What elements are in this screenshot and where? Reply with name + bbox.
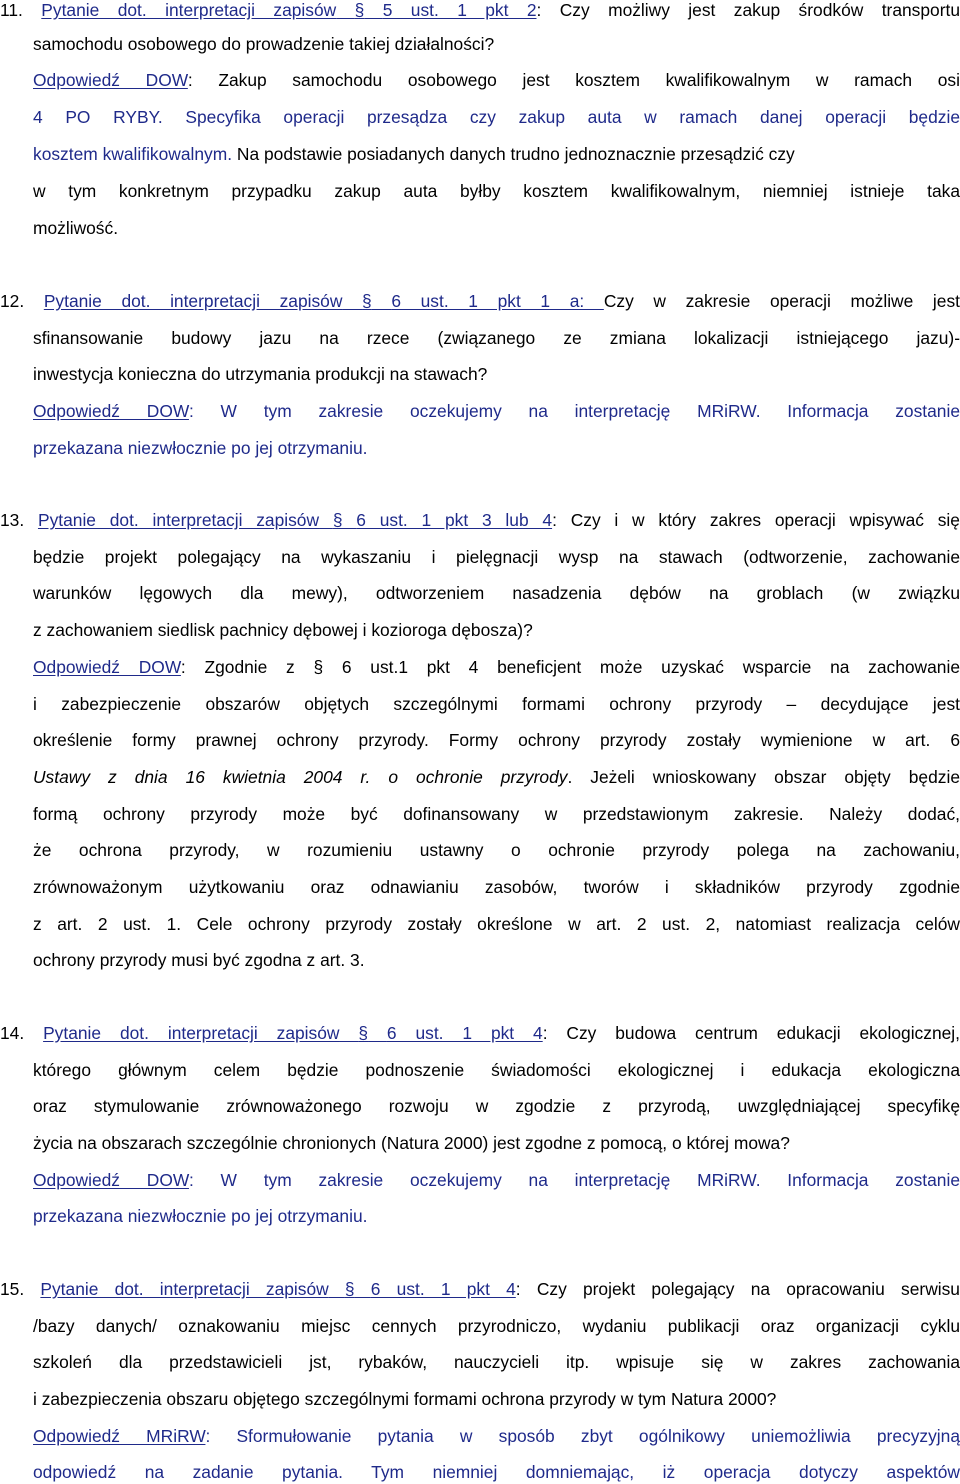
answer-line: Odpowiedź MRiRW: Sformułowanie pytania w sposób zbyt ogólnikowy uniemożliwia precyzyjną (33, 1426, 960, 1446)
question-text: : Czy budowa centrum edukacji ekologicznej, (542, 1023, 960, 1043)
item-number: 13. (0, 510, 25, 530)
item-number: 14. (0, 1023, 25, 1043)
question-text: sfinansowanie budowy jazu na rzece (związanego ze zmiana lokalizacji istniejącego jazu)- (33, 328, 960, 348)
item-13-header (0, 508, 960, 532)
question-text: Czy w zakresie operacji możliwe jest (603, 291, 960, 311)
question-reference: Pytanie dot. interpretacji zapisów § 6 ust. 1 pkt 4 (43, 1023, 543, 1043)
question-reference: Pytanie dot. interpretacji zapisów § 6 ust. 1 pkt 4 (40, 1279, 516, 1299)
answer-line: Odpowiedź DOW: W tym zakresie oczekujemy na interpretację MRiRW. Informacja zostanie (33, 401, 960, 421)
answer-line: i zabezpieczenie obszarów objętych szczególnymi formami ochrony przyrody – decydujące jest (33, 694, 960, 714)
item-number: 11. (0, 0, 23, 20)
question-text: inwestycja konieczna do utrzymania produkcji na stawach? (33, 364, 488, 384)
answer-line: że ochrona przyrody, w rozumieniu ustawny o ochronie przyrody polega na zachowaniu, (33, 840, 960, 860)
answer-line: zrównoważonym użytkowaniu oraz odnawianiu zasobów, tworów i składników przyrody zgodnie (33, 877, 960, 897)
item-15-header (0, 1277, 960, 1301)
question-text: i zabezpieczenia obszaru objętego szczególnymi formami ochrona przyrody w tym Natura 2000? (33, 1389, 777, 1409)
answer-label: Odpowiedź DOW (33, 70, 188, 90)
answer-line: kosztem kwalifikowalnym. Na podstawie posiadanych danych trudno jednoznacznie przesądzić czy (33, 144, 795, 164)
question-text: z zachowaniem siedlisk pachnicy dębowej i kozioroga dębosza)? (33, 620, 533, 640)
answer-line: formą ochrony przyrody może być dofinansowany w przedstawionym zakresie. Należy dodać, (33, 804, 960, 824)
answer-line: określenie formy prawnej ochrony przyrody. Formy ochrony przyrody zostały wymienione w art. 6 (33, 730, 960, 750)
answer-line: odpowiedź na zadanie pytania. Tym niemniej domniemając, iż operacja dotyczy aspektów (33, 1462, 960, 1482)
item-14-header (0, 1021, 960, 1045)
question-text: którego głównym celem będzie podnoszenie świadomości ekologicznej i edukacja ekologiczna (33, 1060, 960, 1080)
question-text: : Czy i w który zakres operacji wpisywać się (552, 510, 960, 530)
answer-line: Odpowiedź DOW: Zakup samochodu osobowego jest kosztem kwalifikowalnym w ramach osi (33, 70, 960, 90)
question-text: oraz stymulowanie zrównoważonego rozwoju w zgodzie z przyrodą, uwzględniającej specyfikę (33, 1096, 960, 1116)
question-text: warunków lęgowych dla mewy), odtworzeniem nasadzenia dębów na groblach (w związku (33, 583, 960, 603)
answer-line: z art. 2 ust. 1. Cele ochrony przyrody zostały określone w art. 2 ust. 2, natomiast realizacja celów (33, 914, 960, 934)
answer-label: Odpowiedź DOW (33, 657, 181, 677)
section-sign: § (313, 657, 324, 677)
question-reference: Pytanie dot. interpretacji zapisów § 6 ust. 1 pkt 3 lub 4 (37, 510, 553, 530)
question-reference: Pytanie dot. interpretacji zapisów § 6 ust. 1 pkt 1 a: (43, 291, 604, 311)
question-text: życia na obszarach szczególnie chronionych (Natura 2000) jest zgodne z pomocą, o której mowa? (33, 1133, 790, 1153)
question-text: : Czy możliwy jest zakup środków transportu (536, 0, 960, 20)
question-text: samochodu osobowego do prowadzenie takiej działalności? (33, 34, 495, 54)
law-title: Ustawy z dnia 16 kwietnia 2004 r. o ochronie przyrody (33, 767, 568, 787)
answer-line: Odpowiedź DOW: W tym zakresie oczekujemy na interpretację MRiRW. Informacja zostanie (33, 1170, 960, 1190)
answer-line: Ustawy z dnia 16 kwietnia 2004 r. o ochronie przyrody. Jeżeli wnioskowany obszar objęty będzie (33, 767, 960, 787)
answer-label: Odpowiedź DOW (33, 1170, 189, 1190)
answer-line: 4 PO RYBY. Specyfika operacji przesądza czy zakup auta w ramach danej operacji będzie (33, 107, 960, 127)
answer-line: ochrony przyrody musi być zgodna z art. 3. (33, 950, 365, 970)
item-number: 12. (0, 291, 25, 311)
question-text: /bazy danych/ oznakowaniu miejsc cennych przyrodniczo, wydaniu publikacji oraz organizacji cyklu (33, 1316, 960, 1336)
answer-line: przekazana niezwłocznie po jej otrzymaniu. (33, 1206, 368, 1226)
answer-label: Odpowiedź DOW (33, 401, 189, 421)
answer-line: Odpowiedź DOW: Zgodnie z § 6 ust.1 pkt 4 beneficjent może uzyskać wsparcie na zachowanie (33, 657, 960, 677)
question-reference: Pytanie dot. interpretacji zapisów § 5 ust. 1 pkt 2 (41, 0, 537, 20)
answer-line: możliwość. (33, 218, 119, 238)
answer-label: Odpowiedź MRiRW (33, 1426, 206, 1446)
answer-line: przekazana niezwłocznie po jej otrzymaniu. (33, 438, 368, 458)
question-text: będzie projekt polegający na wykaszaniu i pielęgnacji wysp na stawach (odtworzenie, zachowanie (33, 547, 960, 567)
answer-line: w tym konkretnym przypadku zakup auta byłby kosztem kwalifikowalnym, niemniej istnieje taka (33, 181, 960, 201)
question-text: szkoleń dla przedstawicieli jst, rybaków, nauczycieli itp. wpisuje się w zakres zachowania (33, 1352, 960, 1372)
item-12-header (0, 289, 960, 313)
item-11-header (0, 0, 960, 22)
question-text: : Czy projekt polegający na opracowaniu serwisu (515, 1279, 960, 1299)
item-number: 15. (0, 1279, 25, 1299)
